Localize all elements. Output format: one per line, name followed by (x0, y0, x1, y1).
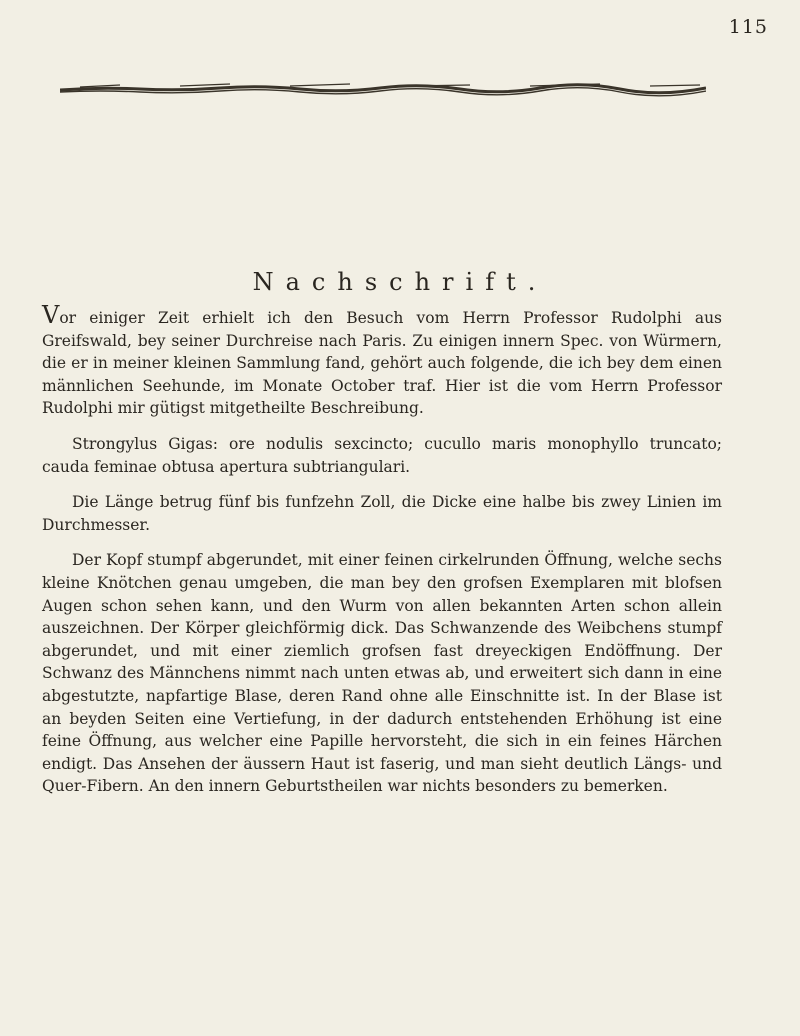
paragraph-description: Der Kopf stumpf abgerundet, mit einer feinen cirkelrunden Öffnung, welche sechs kleine Knötchen genau umgeben, die man bey den grofsen Exemplaren mit blofsen Augen schon sehen kann, und den Wurm von allen bekannten Arten schon allein auszeichnen. Der Körper gleichförmig dick. Das Schwanzende des Weibchens stumpf abgerundet, und mit einer ziemlich grofsen fast dreyeckigen Endöffnung. Der Schwanz des Männchens nimmt nach unten etwas ab, und erweitert sich dann in eine abgestutzte, napfartige Blase, deren Rand ohne alle Einschnitte ist. In der Blase ist an beyden Seiten eine Vertiefung, in der dadurch entstehenden Erhöhung ist eine feine Öffnung, aus welcher eine Papille hervorsteht, die sich in ein feines Härchen endigt. Das Ansehen der äussern Haut ist faserig, und man sieht deutlich Längs- und Quer-Fibern. An den innern Geburtstheilen war nichts besonders zu bemerken. (42, 551, 722, 796)
paragraph-diagnosis: Strongylus Gigas: ore nodulis sexcincto; cucullo maris monophyllo truncato; cauda feminae obtusa apertura subtriangulari. (42, 434, 722, 476)
paragraph-intro: Vor einiger Zeit erhielt ich den Besuch vom Herrn Professor Rudolphi aus Greifswald, bey seiner Durchreise nach Paris. Zu einigen innern Spec. von Würmern, die er in meiner kleinen Sammlung fand, gehört auch folgende, die ich bey dem einen männlichen Seehunde, im Monate October traf. Hier ist die vom Herrn Professor Rudolphi mir gütigst mitgetheilte Beschreibung. (42, 301, 722, 418)
body-text (42, 301, 722, 798)
decorative-rule (60, 80, 706, 98)
paragraph-dimensions: Die Länge betrug fünf bis funfzehn Zoll, die Dicke eine halbe bis zwey Linien im Durchmesser. (42, 493, 722, 534)
section-heading: Nachschrift. (252, 268, 548, 296)
page-number: 115 (728, 16, 768, 38)
